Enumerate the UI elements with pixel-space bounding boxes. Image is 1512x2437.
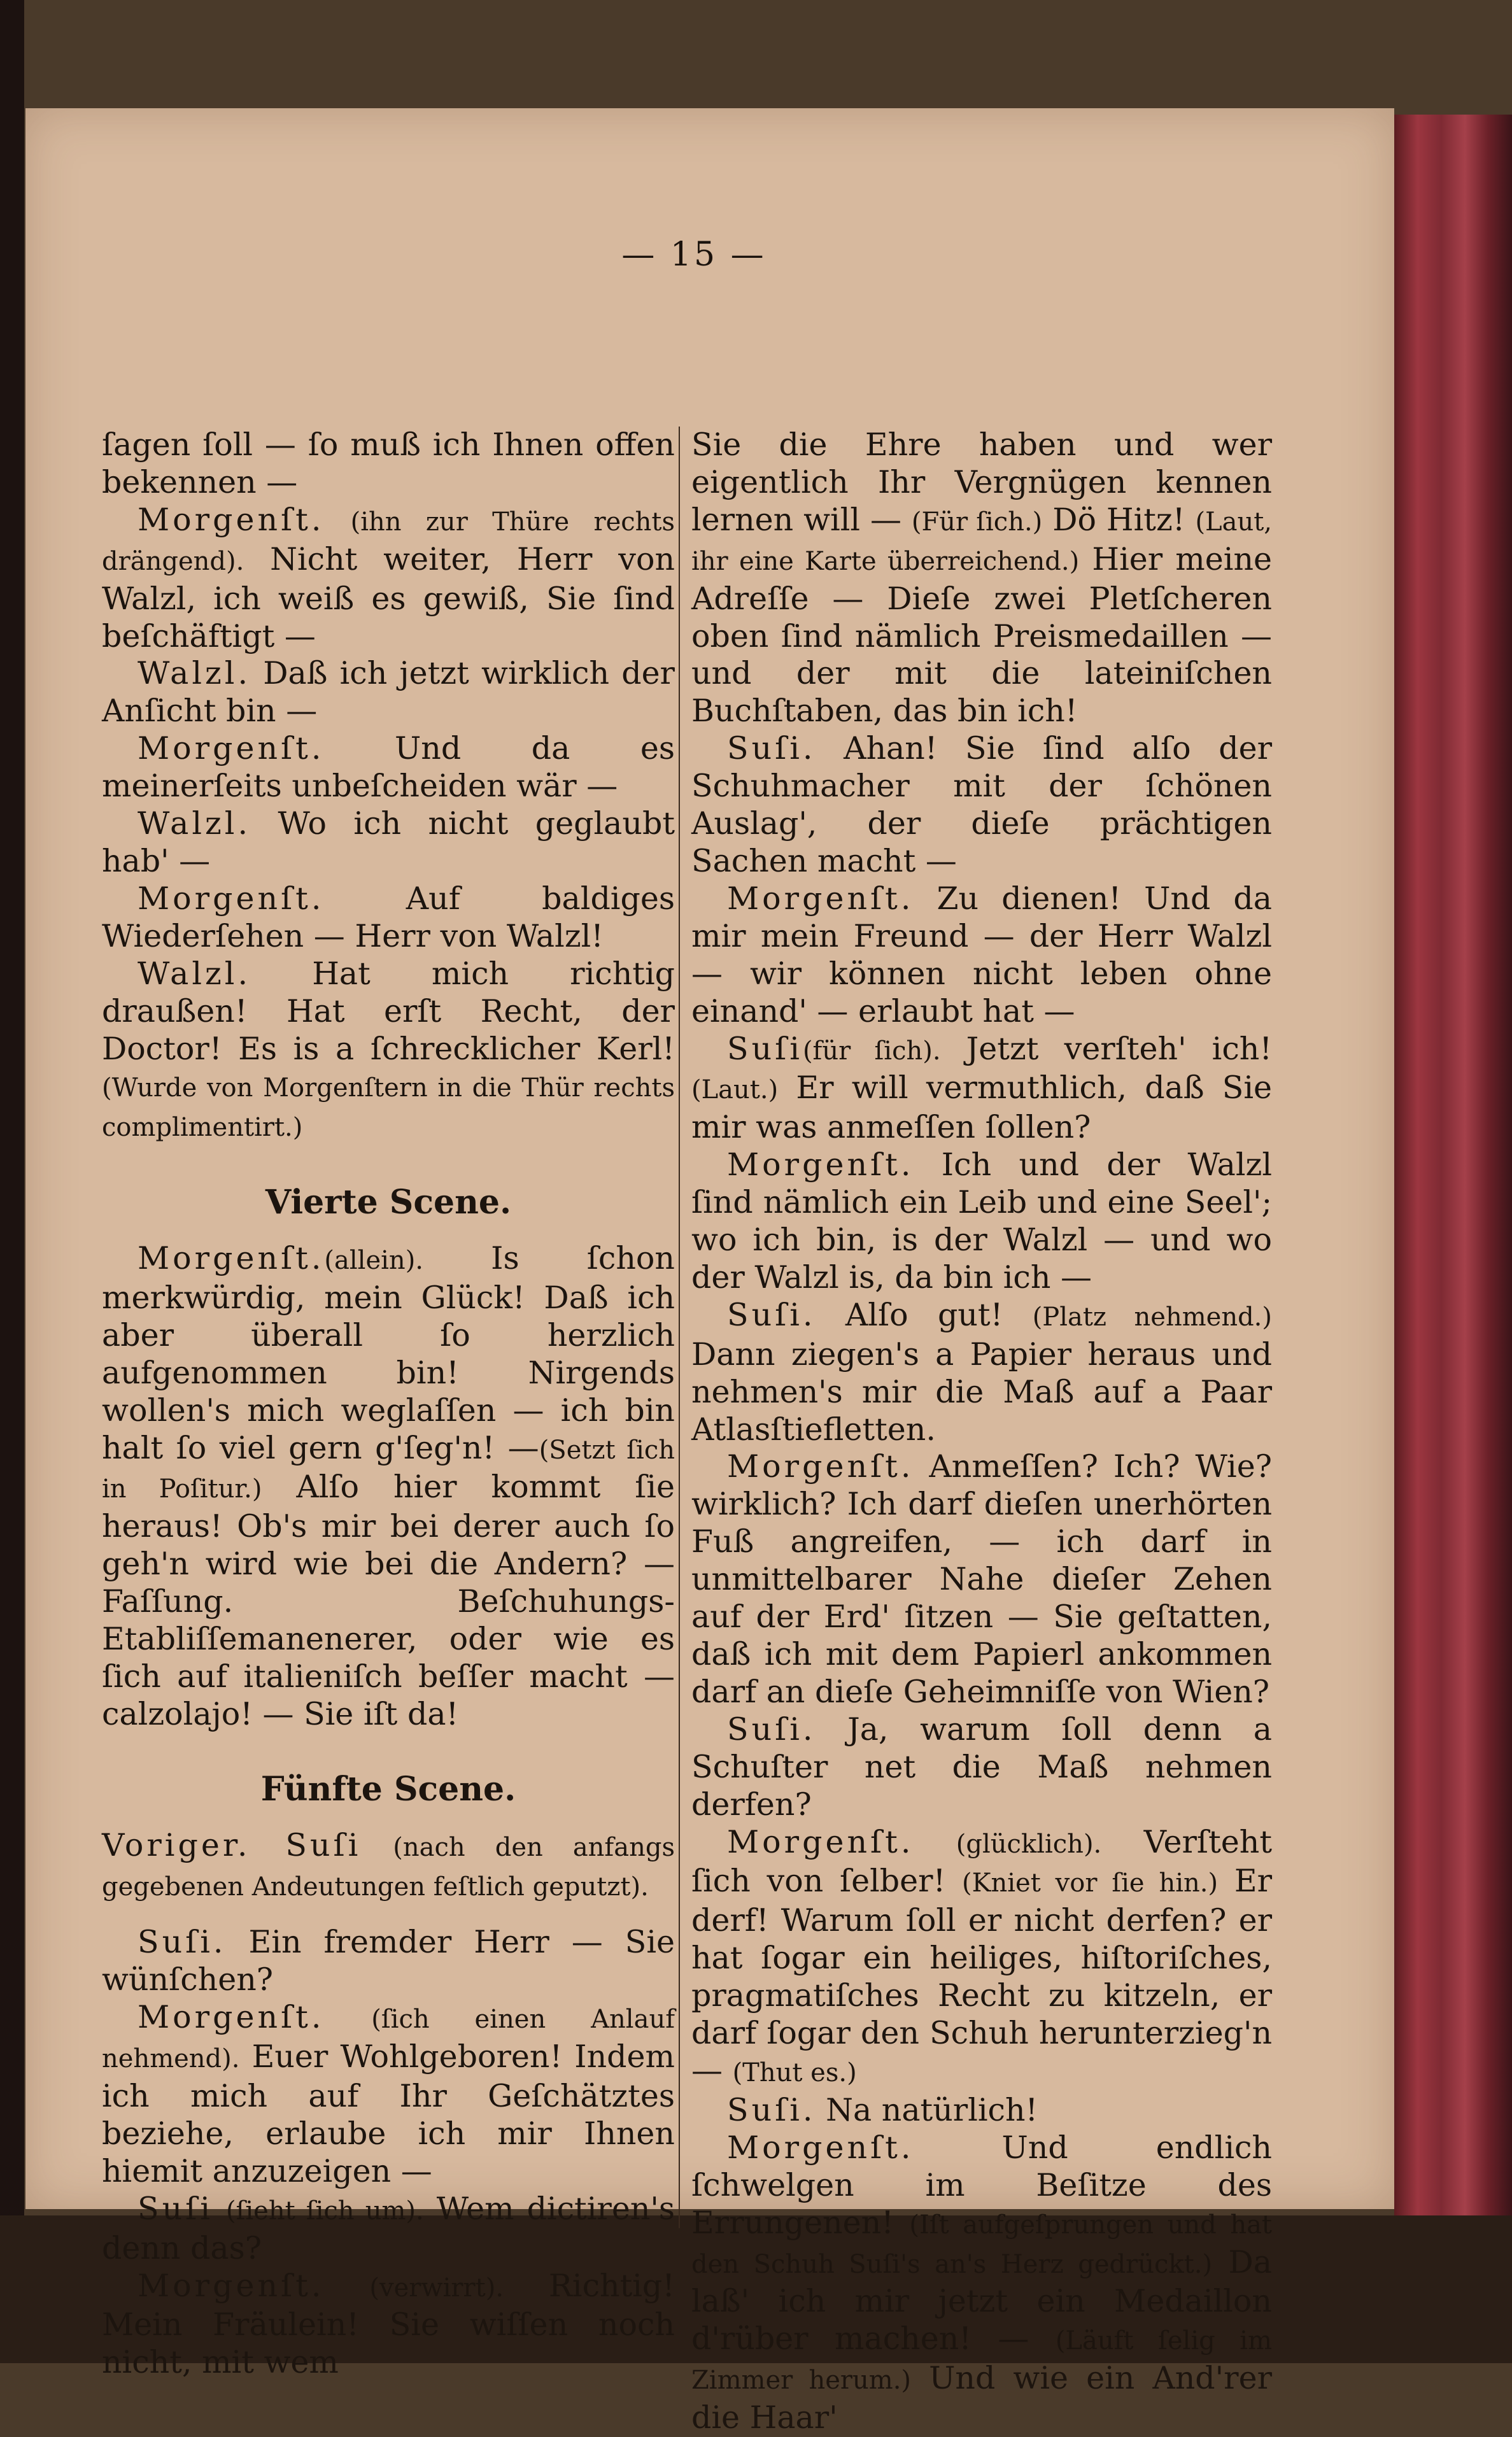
speech-text: Und endlich ſchwelgen im Beſitze des Errungenen!: [691, 2129, 1272, 2241]
speech-text: Dö Hitz!: [1052, 501, 1185, 538]
speech: [691, 1147, 1272, 1297]
stage-direction: (Iſt aufgeſprungen und hat den Schuh Suſi's an's Herz gedrückt.): [691, 2210, 1272, 2279]
speaker-name: Suſi.: [138, 1924, 227, 1961]
speech: [691, 2092, 1272, 2130]
speech-text: Na natürlich!: [826, 2091, 1038, 2128]
speaker-name: Suſi: [138, 2190, 213, 2227]
stage-direction: (ſich einen Anlauf nehmend).: [102, 2005, 675, 2074]
speech-text: Is ſchon merkwürdig, mein Glück! Daß ich aber überall ſo herzlich aufgenommen bin! Nirgends wollen's mich weglaſſen — ich bin halt ſo viel gern g'ſeg'n! —: [102, 1240, 675, 1466]
stage-direction: (glücklich).: [956, 1829, 1102, 1859]
stage-direction: (nach den anfangs gegebenen Andeutungen feſtlich geputzt).: [102, 1832, 675, 1902]
stage-direction: (allein).: [324, 1246, 424, 1276]
speech-text: Richtig! Mein Fräulein! Sie wiſſen noch nicht, mit wem: [102, 2267, 675, 2381]
speech: [102, 2268, 675, 2382]
speech: [691, 1824, 1272, 2092]
scene-heading: Fünfte Scene.: [260, 1769, 516, 1809]
speech-text: Daß ich jetzt wirklich der Anſicht bin —: [102, 655, 675, 730]
speech-text: Ja, warum ſoll denn a Schuſter net die Maß nehmen derfen?: [691, 1711, 1272, 1823]
speaker-name: Morgenſt.: [727, 1147, 914, 1183]
scene-heading: Vierte Scene.: [265, 1183, 512, 1222]
speech-text: Euer Wohlgeboren! Indem ich mich auf Ihr Geſchätztes beziehe, erlaube ich mir Ihnen hiemit anzuzeigen —: [102, 2038, 675, 2189]
speech: [102, 956, 675, 1147]
speech: [691, 880, 1272, 1031]
page-number: — 15 —: [621, 236, 767, 274]
speaker-name: Suſi.: [727, 1711, 816, 1748]
cast-line: [102, 1827, 675, 1906]
speech: [691, 1031, 1272, 1147]
speech: [102, 880, 675, 956]
speech-text: Auf baldiges Wiederſehen — Herr von Walzl!: [102, 880, 675, 954]
column-divider: [679, 427, 680, 2228]
speech-text: Zu dienen! Und da mir mein Freund — der Herr Walzl — wir können nicht leben ohne einand' — erlaubt hat —: [691, 880, 1273, 1029]
speaker-name: Suſi.: [727, 2091, 816, 2128]
speaker-name: Voriger. Suſi: [102, 1826, 362, 1863]
stage-direction: (ihn zur Thüre rechts drängend).: [102, 507, 675, 576]
stage-direction: (verwirrt).: [369, 2273, 504, 2303]
stage-direction: (Platz nehmend.): [1032, 1302, 1273, 1332]
speaker-name: Walzl.: [138, 655, 251, 692]
speech-text: Sie die Ehre haben und wer eigentlich Ihr Vergnügen kennen lernen will —: [691, 427, 1272, 538]
paragraph: ſagen ſoll — ſo muß ich Ihnen offen bekennen —: [102, 427, 675, 500]
speech-text: Und wie ein And'rer die Haar': [691, 2360, 1272, 2436]
speaker-name: Morgenſt.: [138, 1240, 325, 1277]
speech-text: Verſteht ſich von ſelber!: [691, 1823, 1273, 1900]
speech-text: Er will vermuthlich, daß Sie mir was anmeſſen ſollen?: [691, 1070, 1272, 1146]
speaker-name: Morgenſt.: [138, 880, 325, 917]
speech-text: Dann ziegen's a Papier heraus und nehmen's mir die Maß auf a Paar Atlasſtiefletten.: [691, 1336, 1272, 1448]
speaker-name: Morgenſt.: [138, 1999, 325, 2036]
speaker-name: Morgenſt.: [138, 2267, 325, 2304]
speech: [102, 1924, 675, 1999]
speaker-name: Suſi.: [727, 1296, 816, 1333]
speech: [102, 805, 675, 880]
speaker-name: Morgenſt.: [138, 730, 325, 767]
speaker-name: Walzl.: [138, 955, 251, 992]
speech: [691, 2130, 1272, 2437]
speaker-name: Morgenſt.: [727, 1448, 914, 1485]
speech-text: Und da es meinerſeits unbeſcheiden wär —: [102, 730, 675, 805]
speech-text: Alſo hier kommt ſie heraus! Ob's mir bei derer auch ſo geh'n wird wie bei die Andern? — Faſſung. Beſchuhungs-Etabliſſemanenerer, oder wie es ſich auf italieniſch beſſer macht — calzolajo! — Sie iſt da!: [102, 1469, 675, 1732]
speaker-name: Morgenſt.: [138, 501, 325, 538]
speech: [691, 1297, 1272, 1449]
stage-direction: (Für ſich.): [911, 507, 1043, 537]
speaker-name: Walzl.: [138, 805, 251, 842]
book-page-edges: [1394, 115, 1512, 2279]
speaker-name: Suſi.: [727, 730, 816, 767]
stage-direction: (Setzt ſich in Poſitur.): [102, 1435, 675, 1504]
speech-text: Wo ich nicht geglaubt hab' —: [102, 805, 675, 879]
stage-direction: (Laut, ihr eine Karte überreichend.): [691, 507, 1273, 576]
speech-text: Wem dictiren's denn das?: [102, 2190, 675, 2266]
speech-text: Da laß' ich mir jetzt ein Medaillon d'rüber machen! —: [691, 2243, 1272, 2357]
book-page: [25, 108, 1394, 2436]
stage-direction: (für ſich).: [802, 1036, 941, 1066]
speech: [691, 1448, 1272, 1711]
stage-direction: (Kniet vor ſie hin.): [962, 1868, 1219, 1898]
speech: [102, 730, 675, 805]
speech-text: Hat mich richtig draußen! Hat erſt Recht, der Doctor! Es is a ſchrecklicher Kerl!: [102, 955, 675, 1067]
speech-text: Alſo gut!: [845, 1296, 1003, 1333]
speaker-name: Morgenſt.: [727, 1823, 914, 1860]
speaker-name: Suſi: [727, 1030, 803, 1067]
speech-text: Ein fremder Herr — Sie wünſchen?: [102, 1924, 675, 1998]
stage-direction: (Läuft ſelig im Zimmer herum.): [691, 2326, 1273, 2396]
speech-text: Hier meine Adreſſe — Dieſe zwei Pletſcheren oben ſind nämlich Preismedaillen — und der mit die lateiniſchen Buchſtaben, das bin ich!: [691, 540, 1272, 730]
right-column: [691, 427, 1272, 2437]
speech: [102, 1240, 675, 1734]
book-gutter-shadow: [0, 0, 24, 2363]
speech-text: Jetzt verſteh' ich!: [966, 1030, 1273, 1067]
speaker-name: Morgenſt.: [727, 880, 914, 917]
speech-text: Ahan! Sie ſind alſo der Schuhmacher mit der ſchönen Auslag', der dieſe prächtigen Sachen macht —: [691, 730, 1272, 879]
speech-text: Anmeſſen? Ich? Wie? wirklich? Ich darf dieſen unerhörten Fuß angreifen, — ich darf in unmittelbarer Nahe dieſer Zehen auf der Erd' ſitzen — Sie geſtatten, daß ich mit dem Papierl ankommen darf an dieſe Geheimniſſe von Wien?: [691, 1448, 1272, 1710]
speech: [102, 1999, 675, 2191]
stage-direction: (Wurde von Morgenſtern in die Thür rechts complimentirt.): [102, 1073, 675, 1143]
stage-direction: (ſieht ſich um).: [225, 2196, 424, 2226]
speech-text: Ich und der Walzl ſind nämlich ein Leib und eine Seel'; wo ich bin, is der Walzl — und wo der Walzl is, da bin ich —: [691, 1147, 1272, 1296]
speech-text: Nicht weiter, Herr von Walzl, ich weiß es gewiß, Sie ſind beſchäftigt —: [102, 540, 675, 654]
speech: [102, 502, 675, 656]
stage-direction: (Thut es.): [732, 2058, 857, 2087]
speech-continuation: [691, 427, 1272, 730]
speech-text: Er derf! Warum ſoll er nicht derfen? er hat ſogar ein heiliges, hiſtoriſches, pragmatiſches Recht zu kitzeln, er darf ſogar den Schuh herunterzieg'n —: [691, 1863, 1273, 2089]
speech: [102, 2191, 675, 2268]
speaker-name: Morgenſt.: [727, 2129, 914, 2166]
speech: [691, 730, 1272, 880]
speech: [102, 655, 675, 730]
speech: [691, 1711, 1272, 1824]
stage-direction: (Laut.): [691, 1075, 779, 1105]
left-column: [102, 427, 675, 2382]
